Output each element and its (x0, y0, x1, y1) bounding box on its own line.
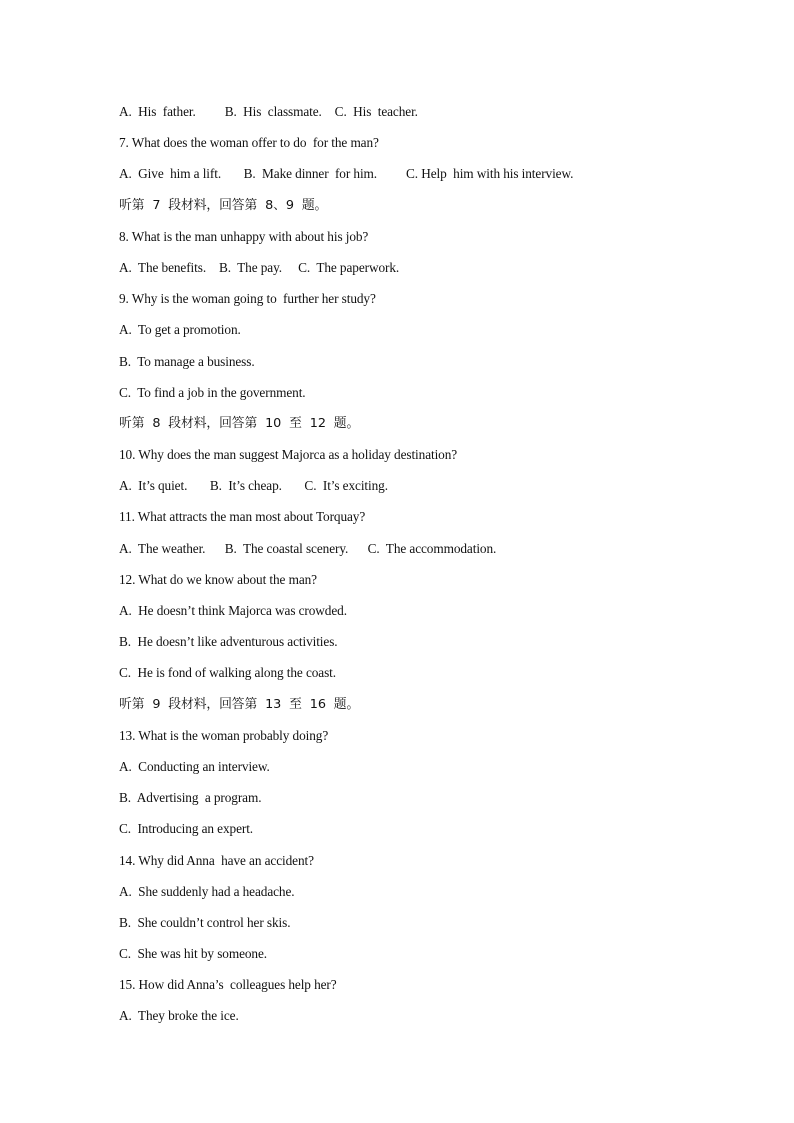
question-text: 14. Why did Anna have an accident? (119, 852, 314, 868)
answer-options: B. He doesn’t like adventurous activities. (119, 634, 338, 650)
answer-options: A. They broke the ice. (119, 1008, 239, 1024)
section-heading: 听第 9 段材料，回答第 13 至 16 题。 (119, 696, 360, 712)
section-heading: 听第 8 段材料，回答第 10 至 12 题。 (119, 415, 360, 431)
question-text: 11. What attracts the man most about Torquay? (119, 509, 366, 525)
question-text: 10. Why does the man suggest Majorca as a holiday destination? (119, 447, 458, 463)
answer-options: A. The benefits. B. The pay. C. The paperwork. (119, 259, 400, 275)
answer-options: A. She suddenly had a headache. (119, 883, 295, 899)
question-text: 7. What does the woman offer to do for the man? (119, 135, 379, 151)
answer-options: A. Conducting an interview. (119, 758, 270, 774)
answer-options: B. She couldn’t control her skis. (119, 914, 291, 930)
answer-options: A. His father. B. His classmate. C. His teacher. (119, 104, 418, 119)
answer-options: B. To manage a business. (119, 353, 255, 369)
question-text: 8. What is the man unhappy with about his job? (119, 228, 369, 244)
section-heading: 听第 7 段材料，回答第 8、9 题。 (119, 197, 328, 213)
answer-options: A. He doesn’t think Majorca was crowded. (119, 603, 347, 618)
question-text: 13. What is the woman probably doing? (119, 727, 329, 743)
answer-options: A. To get a promotion. (119, 322, 241, 338)
answer-options: A. It’s quiet. B. It’s cheap. C. It’s exciting. (119, 478, 388, 494)
question-text: 15. How did Anna’s colleagues help her? (119, 977, 337, 993)
answer-options: C. To find a job in the government. (119, 384, 306, 400)
answer-options: C. She was hit by someone. (119, 946, 267, 962)
answer-options: A. Give him a lift. B. Make dinner for him. C. Help him with his interview. (119, 166, 574, 182)
answer-options: A. The weather. B. The coastal scenery. C. The accommodation. (119, 540, 497, 556)
document-page (119, 103, 759, 1039)
answer-options: C. Introducing an expert. (119, 821, 254, 837)
question-text: 9. Why is the woman going to further her study? (119, 291, 376, 307)
question-text: 12. What do we know about the man? (119, 571, 317, 587)
answer-options: B. Advertising a program. (119, 790, 262, 806)
answer-options: C. He is fond of walking along the coast. (119, 665, 337, 681)
